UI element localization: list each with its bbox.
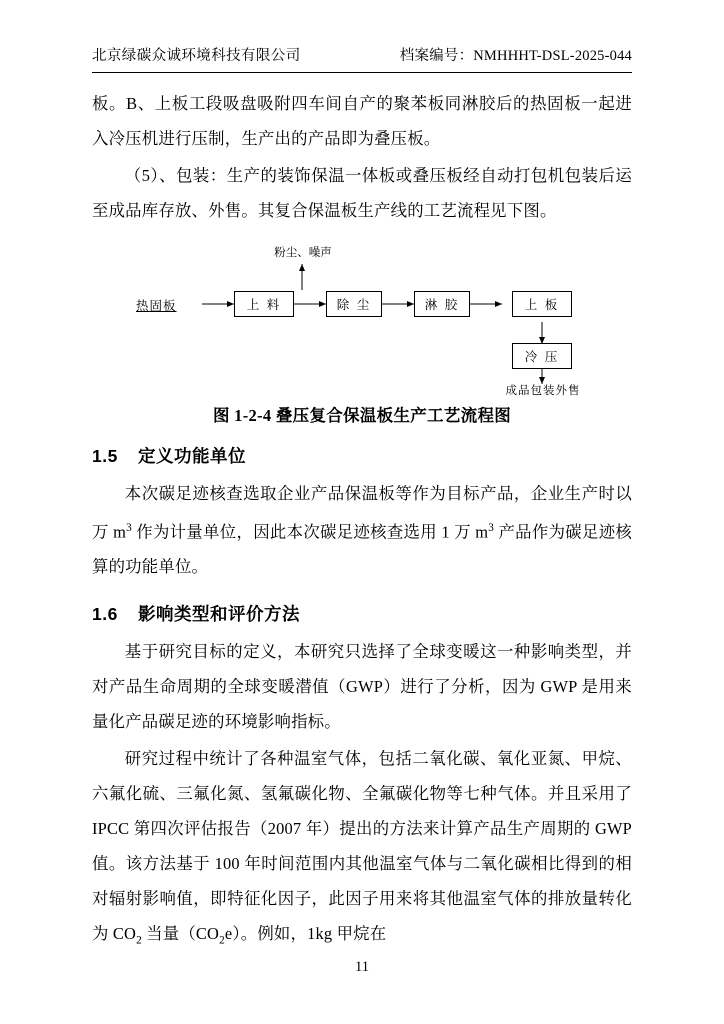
diagram-input-label: 热固板	[136, 299, 177, 313]
ghg-c: e）。例如，1kg 甲烷在	[224, 924, 387, 944]
diagram-output-label: 成品包装外售	[505, 385, 581, 397]
figure-caption: 图 1-2-4 叠压复合保温板生产工艺流程图	[212, 406, 512, 425]
header-archive-number: NMHHHT-DSL-2025-044	[473, 48, 632, 64]
diagram-box-dust-removal: 除 尘	[326, 291, 382, 317]
func-unit-c: 产品作为碳足迹核算的功能单位。	[92, 522, 632, 577]
ghg-sub-1: 2	[136, 934, 142, 947]
func-unit-b: 作为计量单位，因此本次碳足迹核查选用 1 万 m	[131, 522, 489, 542]
heading-1-5	[92, 440, 632, 472]
func-unit-sup-1: 3	[126, 522, 132, 534]
header-archive-label: 档案编号：	[399, 48, 474, 64]
diagram-box-cold-press: 冷 压	[512, 343, 572, 369]
page-number: 11	[355, 959, 369, 975]
diagram-connectors	[92, 242, 632, 392]
heading-1-5-text: 定义功能单位	[138, 446, 246, 466]
process-flow-diagram	[92, 242, 632, 397]
heading-1-6-text: 影响类型和评价方法	[138, 604, 300, 625]
heading-1-5-number: 1.5	[92, 446, 118, 466]
diagram-box-gluing: 淋 胶	[414, 291, 470, 317]
header-archive	[400, 44, 632, 65]
func-unit-sup-2: 3	[488, 522, 495, 534]
paragraph-packaging: （5）、包装：生产的装饰保温一体板或叠压板经自动打包机包装后运至成品库存放、外售。其复合保温板生产线的工艺流程见下图。	[92, 166, 632, 220]
diagram-box-board-laying: 上 板	[512, 291, 572, 317]
paragraph-functional-unit	[92, 476, 632, 584]
heading-1-6	[92, 598, 632, 630]
heading-1-6-number: 1.6	[92, 604, 118, 625]
ghg-b: 当量（CO	[141, 924, 220, 944]
header-company: 北京绿碳众诚环境科技有限公司	[92, 48, 301, 64]
page-content	[92, 0, 632, 1024]
document-body	[92, 86, 632, 961]
ghg-sub-2: 2	[219, 934, 225, 947]
diagram-box-loading: 上 料	[234, 291, 294, 317]
diagram-emission-label: 粉尘、噪声	[274, 247, 332, 259]
paragraph-ghg-method	[92, 741, 632, 958]
paragraph-impact-type: 基于研究目标的定义，本研究只选择了全球变暖这一种影响类型，并对产品生命周期的全球变暖潜值（GWP）进行了分析，因为 GWP 是用来量化产品碳足迹的环境影响指标。	[92, 642, 632, 732]
func-unit-a: 本次碳足迹核查选取企业产品保温板等作为目标产品，企业生产时以万 m	[92, 484, 632, 542]
header-divider	[92, 72, 632, 73]
ghg-a: 研究过程中统计了各种温室气体，包括二氧化碳、氧化亚氮、甲烷、六氟化硫、三氟化氮、氢氟碳化物、全氟碳化物等七种气体。并且采用了 IPCC 第四次评估报告（2007 年）提出的方法来计算产品生产周期的 GWP 值。该方法基于 100 年时间范围内其他温室气体与二氧化碳相比得到的相对辐射影响值，即特征化因子，此因子用来将其他温室气体的排放量转化为 CO	[92, 749, 632, 944]
page-header	[92, 44, 632, 65]
paragraph-continued: 板。B、上板工段吸盘吸附四车间自产的聚苯板同淋胶后的热固板一起进入冷压机进行压制，生产出的产品即为叠压板。	[92, 94, 632, 148]
page-footer	[92, 959, 632, 976]
